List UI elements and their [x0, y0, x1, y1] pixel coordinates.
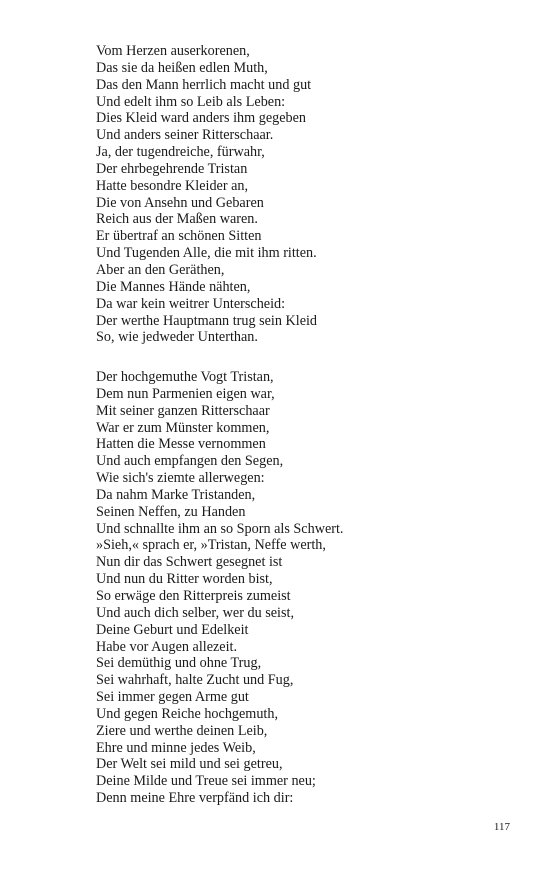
- verse-line: Und gegen Reiche hochgemuth,: [96, 705, 279, 722]
- verse-line: Dem nun Parmenien eigen war,: [96, 385, 275, 402]
- verse-line: Habe vor Augen allezeit.: [96, 638, 238, 655]
- verse-line: Und nun du Ritter worden bist,: [96, 571, 273, 588]
- verse-line: Und Tugenden Alle, die mit ihm ritten.: [96, 245, 317, 262]
- verse-line: Deine Geburt und Edelkeit: [96, 621, 249, 638]
- verse-line: Hatte besondre Kleider an,: [96, 177, 249, 194]
- verse-line: Sei wahrhaft, halte Zucht und Fug,: [96, 672, 294, 689]
- verse-line: Dies Kleid ward anders ihm gegeben: [96, 110, 306, 127]
- verse-line: Und schnallte ihm an so Sporn als Schwert.: [96, 520, 344, 537]
- verse-line: Wie sich's ziemte allerwegen:: [96, 470, 265, 487]
- stanza-2: [96, 369, 516, 807]
- verse-line: Der Welt sei mild und sei getreu,: [96, 756, 283, 773]
- verse-line: Und auch empfangen den Segen,: [96, 453, 284, 470]
- verse-line: Sei demüthig und ohne Trug,: [96, 655, 262, 672]
- verse-line: Und edelt ihm so Leib als Leben:: [96, 93, 286, 110]
- verse-line: Nun dir das Schwert gesegnet ist: [96, 554, 283, 571]
- verse-line: Der ehrbegehrende Tristan: [96, 160, 248, 177]
- verse-line: So, wie jedweder Unterthan.: [96, 329, 258, 346]
- verse-line: Der werthe Hauptmann trug sein Kleid: [96, 312, 318, 329]
- verse-line: Deine Milde und Treue sei immer neu;: [96, 773, 316, 790]
- verse-line: Ehre und minne jedes Weib,: [96, 739, 256, 756]
- verse-line: Und auch dich selber, wer du seist,: [96, 604, 295, 621]
- verse-line: Und anders seiner Ritterschaar.: [96, 127, 274, 144]
- verse-line: Da war kein weitrer Unterscheid:: [96, 295, 286, 312]
- verse-line: Ziere und werthe deinen Leib,: [96, 722, 268, 739]
- verse-line: Aber an den Geräthen,: [96, 261, 225, 278]
- verse-line: Die Mannes Hände nähten,: [96, 278, 251, 295]
- verse-line: Ja, der tugendreiche, fürwahr,: [96, 144, 265, 161]
- verse-line: Hatten die Messe vernommen: [96, 436, 266, 453]
- verse-line: Er übertraf an schönen Sitten: [96, 228, 262, 245]
- verse-line: »Sieh,« sprach er, »Tristan, Neffe werth,: [96, 537, 326, 554]
- verse-line: Mit seiner ganzen Ritterschaar: [96, 402, 270, 419]
- verse-line: So erwäge den Ritterpreis zumeist: [96, 587, 291, 604]
- verse-line: Denn meine Ehre verpfänd ich dir:: [96, 790, 294, 807]
- verse-line: War er zum Münster kommen,: [96, 419, 270, 436]
- verse-line: Das sie da heißen edlen Muth,: [96, 59, 268, 76]
- verse-line: Reich aus der Maßen waren.: [96, 211, 258, 228]
- verse-line: Vom Herzen auserkorenen,: [96, 43, 250, 59]
- verse-line: Seinen Neffen, zu Handen: [96, 503, 246, 520]
- verse-line: Sei immer gegen Arme gut: [96, 689, 249, 706]
- stanza-1: [96, 43, 516, 346]
- verse-line: Da nahm Marke Tristanden,: [96, 486, 256, 503]
- verse-line: Der hochgemuthe Vogt Tristan,: [96, 369, 274, 385]
- verse-line: Das den Mann herrlich macht und gut: [96, 76, 312, 93]
- verse-line: Die von Ansehn und Gebaren: [96, 194, 264, 211]
- page-number: 117: [493, 821, 510, 833]
